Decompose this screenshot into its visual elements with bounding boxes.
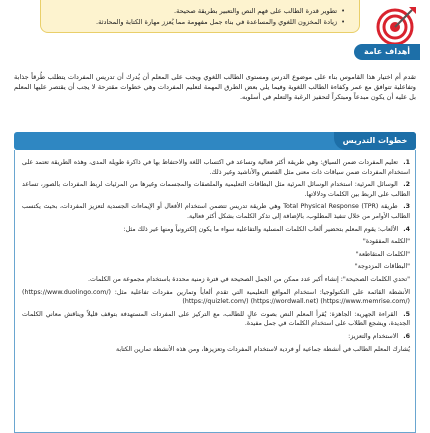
- goals-list: [47, 6, 345, 28]
- goals-tab-label: أهداف عامة: [354, 44, 420, 60]
- step-text: القراءة الجهرية: الجاهزة: يُقرأ المعلم النص بصوت عالٍ للطالب، مع التركيز على المفردات المستهدفة بتوقف قليلاً ويناقش معاني الكلمات الجديدة، ويشجع الطلاب على استخدام الكلمات في جمل مفيدة.: [22, 310, 410, 328]
- technology-text: الأنشطة القائمة على التكنولوجيا: استخدام المواقع التعليمية التي تقدم ألعاباً وتمارين مفردات تفاعلية مثل:: [114, 288, 410, 296]
- step-number: 1.: [403, 159, 410, 166]
- step-text: الوسائل المرئية: استخدام الوسائل المرئية مثل البطاقات التعليمية والملصقات والمجسمات وغيرها من المرئيات لربط المفردات بالصور، تساعد الطالب على الربط بين الكلمات ودلالاتها.: [22, 181, 410, 198]
- step-text: تعليم المفردات ضمن السياق: وهي طريقة أكثر فعالية وتساعد في اكتساب اللغة والاحتفاظ بها في ذاكرة طويلة المدى، وهذه الطريقة تعتمد على استخدام المفردات ضمن سياقات ذات معنى مثل القصص والأناشيد وغير ذلك.: [22, 159, 410, 176]
- goal-item: • تطوير قدرة الطالب على فهم النص والتعبير بطريقة صحيحة.: [47, 6, 345, 17]
- steps-tab-label: خطوات التدريس: [334, 132, 416, 150]
- step-number: 4.: [403, 225, 410, 233]
- goal-item: • زيادة المخزون اللغوي والمساعدة في بناء جمل مفهومة مما يُعزز مهارة الكتابة والمحادثة.: [47, 17, 345, 28]
- memrise-link[interactable]: (https://www.memrise.com/): [320, 298, 410, 306]
- step-item: [22, 310, 410, 329]
- game-subitem: "الكلمة المفقودة": [362, 238, 410, 246]
- intro-paragraph: تقدم أم اختيار هذا القاموس بناء على موضوع الدرس ومستوى الطالب اللغوي ويجب على المعلم أن يُدرك أن تدريس المفردات يتطلب طُرقاً جذابة وتفاعلية تتوافق مع عمر وكفاءة الطالب اللغوية وفيما يلي بعض الطرق المهمة لتعليم المفردات وهي خطوات مقترحة لا يجب أن يقتصر عليها المعلم بل عليه أن يكون مبدعاً ومبتكراً لتحفيز الرغبة والتعلم في أسلوبه.: [14, 73, 416, 101]
- duolingo-link[interactable]: (https://www.duolingo.com/): [22, 288, 111, 296]
- technology-activities: [22, 288, 410, 307]
- game-subitem: "الكلمات المتقاطعة": [355, 250, 410, 258]
- step-number: 5.: [403, 310, 410, 318]
- step-text: الاستخدام والتعزيز:: [348, 332, 399, 340]
- step-number: 6.: [403, 332, 410, 340]
- game-subitem: "تحدي الكلمات الصحيحة": إنشاء أكبر عدد ممكن من الجمل الصحيحة في فترة زمنية محددة باستخدام مجموعة من الكلمات.: [88, 275, 410, 283]
- target-icon: [376, 4, 418, 46]
- step-item: [22, 225, 410, 235]
- game-subitem: "البطاقات المزدوجة": [354, 263, 410, 271]
- step-text: الألعاب: يقوم المعلم بتحضير ألعاب الكلمات المسلية والتفاعلية سواء ما يكون إلكترونياً ومنها غير ذلك مثل:: [123, 225, 399, 233]
- step-item: [22, 180, 410, 199]
- steps-content: [22, 158, 410, 357]
- step-item: [22, 202, 410, 221]
- step-item: [22, 158, 410, 177]
- step-number: 3.: [403, 203, 410, 211]
- wordwall-link[interactable]: (https://wordwall.net): [250, 298, 319, 306]
- step-number: 2.: [403, 181, 410, 189]
- step-text: طريقة (TPR) Total Physical Response وهي طريقة تدريس تتضمن استخدام الأفعال أو الإيماءات الجسدية لتعزيز المفردات، بحيث يكتسب الطالب الأوامر من خلال تنفيذ المطلوب، بالإضافة إلى تذكر الكلمات بشكل أكثر فعالية.: [22, 203, 410, 220]
- quizlet-link[interactable]: (https://quizlet.com/): [182, 298, 249, 306]
- step-detail: يُشارك المعلم الطالب في أنشطة جماعية أو فردية لاستخدام المفردات وتعزيزها، ومن هذه الأنشطة تمارين الكتابة: [115, 345, 410, 353]
- general-goals-box: [40, 0, 360, 33]
- step-item: [22, 332, 410, 342]
